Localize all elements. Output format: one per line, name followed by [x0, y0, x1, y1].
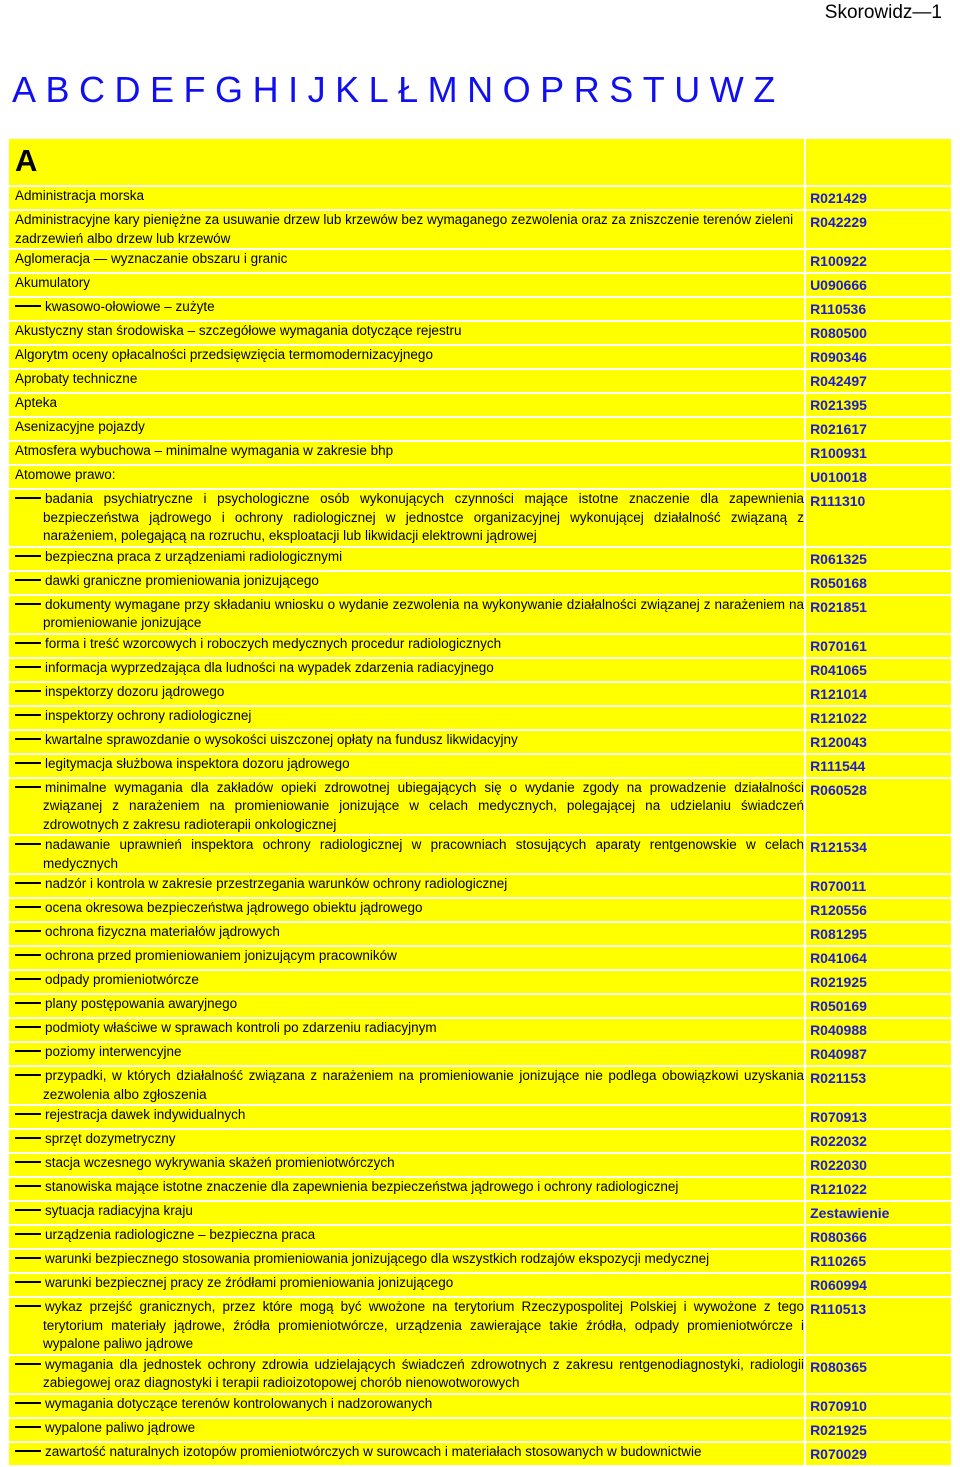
index-term-cell	[9, 971, 804, 993]
subentry-dash	[15, 1074, 41, 1076]
alphabet-letter-link[interactable]: R	[573, 69, 601, 110]
index-term-cell	[9, 211, 804, 248]
subentry-dash	[15, 762, 41, 764]
document-code-link[interactable]: R041064	[810, 950, 867, 966]
document-code-link[interactable]: R042497	[810, 373, 867, 389]
index-term: Apteka	[15, 395, 58, 410]
index-code-cell	[806, 1019, 951, 1041]
index-term-cell	[9, 1395, 804, 1417]
index-term-cell	[9, 683, 804, 705]
index-term-cell	[9, 1356, 804, 1393]
document-code-link[interactable]: R060528	[810, 781, 867, 798]
subentry-dash	[15, 579, 41, 581]
index-subterm: legitymacja służbowa inspektora dozoru jądrowego	[45, 755, 350, 771]
document-code-link[interactable]: R090346	[810, 349, 867, 365]
index-code-cell	[806, 731, 951, 753]
index-code-cell	[806, 418, 951, 440]
index-subterm: nadawanie uprawnień inspektora ochrony radiologicznej w pracowniach stosujących aparaty rentgenowskie w celach medycznych	[43, 837, 805, 871]
document-code-link[interactable]: R021429	[810, 190, 867, 206]
index-term-cell	[9, 755, 804, 777]
index-entry-row	[9, 1250, 951, 1272]
section-letter-code-cell	[806, 139, 951, 185]
document-code-link[interactable]: R040988	[810, 1022, 867, 1038]
index-entry-row	[9, 274, 951, 296]
document-code-link[interactable]: R110265	[810, 1253, 867, 1269]
index-term-cell	[9, 1202, 804, 1224]
document-code-link[interactable]: R121022	[810, 709, 867, 726]
index-subterm: nadzór i kontrola w zakresie przestrzegania warunków ochrony radiologicznej	[45, 876, 508, 891]
index-term-cell	[9, 548, 804, 570]
index-term: Administracyjne kary pieniężne za usuwanie drzew lub krzewów bez wymaganego zezwolenia oraz za zniszczenie terenów zieleni zadrzewień albo drzew lub krzewów	[15, 212, 794, 246]
index-entry-row	[9, 1298, 951, 1354]
document-code-link[interactable]: R021925	[810, 1421, 867, 1438]
document-code-link[interactable]: R110513	[810, 1301, 867, 1317]
index-subterm: przypadki, w których działalność związana z narażeniem na promieniowanie jonizujące nie podlega obowiązkowi uzyskania zezwolenia albo zgłoszenia	[43, 1068, 805, 1102]
index-code-cell	[806, 1106, 951, 1128]
document-code-link[interactable]: R042229	[810, 214, 867, 230]
index-entry-row	[9, 635, 951, 657]
index-code-cell	[806, 1395, 951, 1417]
subentry-dash	[15, 497, 41, 499]
index-code-cell	[806, 490, 951, 546]
index-code-cell	[806, 1274, 951, 1296]
alphabet-letter-link[interactable]: O	[502, 69, 532, 110]
index-code-cell	[806, 899, 951, 921]
alphabet-letter-link[interactable]: L	[368, 69, 390, 110]
index-code-cell	[806, 707, 951, 729]
alphabet-letter-link[interactable]: A	[12, 69, 37, 110]
document-code-link[interactable]: R100922	[810, 253, 867, 269]
index-code-cell	[806, 1130, 951, 1152]
index-code-cell	[806, 1419, 951, 1441]
alphabet-letter-link[interactable]: S	[609, 69, 634, 110]
index-entry-row	[9, 875, 951, 897]
index-subterm: stanowiska mające istotne znaczenie dla zapewnienia bezpieczeństwa jądrowego i ochrony radiologicznej	[45, 1179, 679, 1194]
subentry-dash	[15, 1113, 41, 1115]
index-term: Algorytm oceny opłacalności przedsięwzięcia termomodernizacyjnego	[15, 347, 433, 362]
subentry-dash	[15, 1426, 41, 1428]
subentry-dash	[15, 1026, 41, 1028]
index-entry-row	[9, 211, 951, 248]
subentry-dash	[15, 305, 41, 307]
index-subterm: minimalne wymagania dla zakładów opieki zdrowotnej ubiegających się o wydanie zgody na prowadzenie działalności związanej z narażeniem na promieniowanie jonizujące w celach medycznych, polegającej na udzielaniu świadczeń zdrowotnych z zakresu radioterapii onkologicznej	[43, 779, 805, 832]
index-term-cell	[9, 1106, 804, 1128]
document-code-link[interactable]: R021851	[810, 598, 867, 615]
index-subterm: poziomy interwencyjne	[45, 1044, 182, 1059]
index-code-cell	[806, 322, 951, 344]
document-code-link[interactable]: R021617	[810, 421, 867, 437]
index-code-cell	[806, 250, 951, 272]
alphabet-letter-link[interactable]: T	[642, 69, 666, 110]
index-entry-row	[9, 298, 951, 320]
section-letter: A	[15, 143, 38, 178]
index-code-cell	[806, 1226, 951, 1248]
index-subterm: sytuacja radiacyjna kraju	[45, 1203, 193, 1218]
index-entry-row	[9, 1106, 951, 1128]
document-code-link[interactable]: R120043	[810, 733, 867, 750]
subentry-dash	[15, 1185, 41, 1187]
alphabet-letter-link[interactable]: G	[215, 69, 244, 110]
index-term-cell	[9, 394, 804, 416]
index-term-cell	[9, 1443, 804, 1465]
index-code-cell	[806, 466, 951, 488]
index-entry-row	[9, 346, 951, 368]
subentry-dash	[15, 906, 41, 908]
subentry-dash	[15, 1161, 41, 1163]
index-code-cell	[806, 1178, 951, 1200]
index-code-cell	[806, 923, 951, 945]
index-entry-row	[9, 923, 951, 945]
subentry-dash	[15, 882, 41, 884]
alphabet-letter-link[interactable]: K	[335, 69, 360, 110]
index-code-cell	[806, 875, 951, 897]
index-term-cell	[9, 274, 804, 296]
index-entry-row	[9, 1178, 951, 1200]
index-code-cell	[806, 346, 951, 368]
index-code-cell	[806, 836, 951, 873]
index-term-cell	[9, 187, 804, 209]
index-subterm: dawki graniczne promieniowania jonizującego	[45, 572, 319, 588]
index-code-cell	[806, 596, 951, 633]
index-code-cell	[806, 683, 951, 705]
index-entry-row	[9, 466, 951, 488]
index-code-cell	[806, 211, 951, 248]
index-entry-row	[9, 1356, 951, 1393]
index-subterm: warunki bezpiecznego stosowania promieniowania jonizującego dla wszystkich rodzajów ekspozycji medycznej	[45, 1251, 710, 1266]
subentry-dash	[15, 1233, 41, 1235]
document-code-link[interactable]: R021925	[810, 974, 867, 990]
index-entry-row	[9, 899, 951, 921]
subentry-dash	[15, 1450, 41, 1452]
index-subterm: ochrona fizyczna materiałów jądrowych	[45, 924, 280, 939]
index-code-cell	[806, 548, 951, 570]
index-subterm: wykaz przejść granicznych, przez które mogą być wwożone na terytorium Rzeczypospolitej Polskiej i wywożone z tego terytorium materiały jądrowe, źródła promieniotwórcze, urządzenia zawierające takie źródła, odpady promieniotwórcze i wypalone paliwo jądrowe	[43, 1299, 805, 1351]
index-term-cell	[9, 899, 804, 921]
index-entry-row	[9, 683, 951, 705]
index-entry-row	[9, 394, 951, 416]
index-entry-row	[9, 322, 951, 344]
index-subterm: stacja wczesnego wykrywania skażeń promieniotwórczych	[45, 1155, 395, 1170]
index-subterm: inspektorzy dozoru jądrowego	[45, 683, 225, 699]
index-term: Administracja morska	[15, 188, 145, 203]
alphabet-letter-link[interactable]: U	[674, 69, 701, 110]
index-term-cell	[9, 1019, 804, 1041]
index-entry-row	[9, 442, 951, 464]
document-code-link[interactable]: R021395	[810, 397, 867, 413]
index-entry-row	[9, 707, 951, 729]
document-code-link[interactable]: R061325	[810, 550, 867, 567]
index-subterm: kwartalne sprawozdanie o wysokości uiszczonej opłaty na fundusz likwidacyjny	[45, 731, 518, 747]
index-term-cell	[9, 572, 804, 594]
index-term-cell	[9, 418, 804, 440]
document-code-link[interactable]: R070913	[810, 1109, 867, 1125]
index-term-cell	[9, 1130, 804, 1152]
index-term: Aprobaty techniczne	[15, 371, 138, 386]
subentry-dash	[15, 843, 41, 845]
index-code-cell	[806, 755, 951, 777]
index-subterm: forma i treść wzorcowych i roboczych medycznych procedur radiologicznych	[45, 635, 502, 651]
document-code-link[interactable]: R080366	[810, 1229, 867, 1245]
index-entry-row	[9, 1419, 951, 1441]
index-entry-row	[9, 490, 951, 546]
index-entry-row	[9, 572, 951, 594]
index-term: Akustyczny stan środowiska – szczegółowe wymagania dotyczące rejestru	[15, 323, 462, 338]
index-term-cell	[9, 1250, 804, 1272]
index-term-cell	[9, 298, 804, 320]
document-code-link[interactable]: R022030	[810, 1157, 867, 1173]
index-term-cell	[9, 1067, 804, 1104]
subentry-dash	[15, 954, 41, 956]
index-code-cell	[806, 572, 951, 594]
alphabet-letter-link[interactable]: M	[427, 69, 459, 110]
alphabet-letter-link[interactable]: N	[467, 69, 494, 110]
index-code-cell	[806, 971, 951, 993]
index-subterm: podmioty właściwe w sprawach kontroli po zdarzeniu radiacyjnym	[45, 1020, 437, 1035]
index-code-cell	[806, 1250, 951, 1272]
index-entry-row	[9, 995, 951, 1017]
index-entry-row	[9, 1202, 951, 1224]
index-subterm: dokumenty wymagane przy składaniu wniosku o wydanie zezwolenia na wykonywanie działalności związanej z narażeniem na promieniowanie jonizujące	[43, 596, 805, 630]
index-code-cell	[806, 394, 951, 416]
index-term-cell	[9, 947, 804, 969]
alphabet-letter-link[interactable]: E	[150, 69, 175, 110]
subentry-dash	[15, 1363, 41, 1365]
index-code-cell	[806, 635, 951, 657]
index-entry-row	[9, 370, 951, 392]
subentry-dash	[15, 1281, 41, 1283]
index-code-cell	[806, 274, 951, 296]
document-code-link[interactable]: R070029	[810, 1445, 867, 1462]
index-term: Aglomeracja — wyznaczanie obszaru i granic	[15, 251, 288, 266]
index-code-cell	[806, 1443, 951, 1465]
document-code-link[interactable]: Zestawienie	[810, 1205, 890, 1221]
index-term: Atmosfera wybuchowa – minimalne wymagania w zakresie bhp	[15, 443, 394, 458]
subentry-dash	[15, 1050, 41, 1052]
index-term: Asenizacyjne pojazdy	[15, 419, 145, 434]
index-term-cell	[9, 1419, 804, 1441]
subentry-dash	[15, 714, 41, 716]
index-code-cell	[806, 995, 951, 1017]
document-code-link[interactable]: R022032	[810, 1133, 867, 1149]
index-subterm: inspektorzy ochrony radiologicznej	[45, 707, 252, 723]
document-code-link[interactable]: R111310	[810, 493, 866, 509]
page-header: Skorowidz—1	[824, 2, 942, 23]
document-code-link[interactable]: R060994	[810, 1277, 867, 1293]
subentry-dash	[15, 1305, 41, 1307]
document-code-link[interactable]: R021153	[810, 1070, 867, 1086]
index-term-cell	[9, 731, 804, 753]
index-subterm: kwasowo-ołowiowe – zużyte	[45, 299, 215, 314]
index-term-cell	[9, 1298, 804, 1354]
index-entry-row	[9, 836, 951, 873]
index-term-cell	[9, 1178, 804, 1200]
index-term-cell	[9, 596, 804, 633]
alphabet-letter-link[interactable]: W	[709, 69, 745, 110]
index-entry-row	[9, 1274, 951, 1296]
index-term-cell	[9, 1274, 804, 1296]
section-letter-cell	[9, 139, 804, 185]
index-term-cell	[9, 490, 804, 546]
index-subterm: ocena okresowa bezpieczeństwa jądrowego obiektu jądrowego	[45, 900, 423, 915]
index-code-cell	[806, 370, 951, 392]
index-entry-row	[9, 1443, 951, 1465]
index-term-cell	[9, 995, 804, 1017]
index-term-cell	[9, 250, 804, 272]
index-entry-row	[9, 1395, 951, 1417]
index-subterm: badania psychiatryczne i psychologiczne osób wykonujących czynności mające istotne znaczenie dla zapewnienia bezpieczeństwa jądrowego i ochrony radiologicznej w jednostce organizacyjnej wykonującej działalność związaną z narażeniem, polegającą na rozruchu, eksploatacji lub likwidacji elektrowni jądrowej	[43, 491, 805, 543]
subentry-dash	[15, 786, 41, 788]
document-code-link[interactable]: R081295	[810, 926, 867, 942]
index-code-cell	[806, 947, 951, 969]
alphabet-letter-link[interactable]: D	[114, 69, 142, 110]
document-code-link[interactable]: R040987	[810, 1046, 867, 1062]
index-entry-row	[9, 1226, 951, 1248]
alphabet-navigation	[12, 68, 952, 112]
index-term-cell	[9, 466, 804, 488]
alphabet-letter-link[interactable]: J	[307, 69, 327, 110]
index-subterm: warunki bezpiecznej pracy ze źródłami promieniowania jonizującego	[45, 1275, 454, 1290]
document-code-link[interactable]: U010018	[810, 469, 867, 485]
index-code-cell	[806, 779, 951, 835]
subentry-dash	[15, 738, 41, 740]
index-code-cell	[806, 1154, 951, 1176]
index-subterm: urządzenia radiologiczne – bezpieczna praca	[45, 1227, 316, 1242]
index-subterm: wymagania dla jednostek ochrony zdrowia udzielających świadczeń zdrowotnych z zakresu rentgenodiagnostyki, radiologii zabiegowej oraz diagnostyki i terapii radioizotopowej chorób nienowotworowych	[43, 1356, 805, 1390]
index-subterm: rejestracja dawek indywidualnych	[45, 1107, 246, 1122]
document-code-link[interactable]: R080500	[810, 325, 867, 341]
index-term-cell	[9, 923, 804, 945]
alphabet-letter-link[interactable]: B	[45, 69, 71, 110]
index-term: Atomowe prawo:	[15, 467, 116, 482]
index-entry-row	[9, 947, 951, 969]
index-term-cell	[9, 707, 804, 729]
index-code-cell	[806, 187, 951, 209]
index-subterm: bezpieczna praca z urządzeniami radiologicznymi	[45, 548, 343, 564]
subentry-dash	[15, 603, 41, 605]
subentry-dash	[15, 1209, 41, 1211]
index-subterm: wypalone paliwo jądrowe	[45, 1419, 196, 1435]
document-code-link[interactable]: R050169	[810, 998, 867, 1014]
index-code-cell	[806, 298, 951, 320]
index-term-cell	[9, 659, 804, 681]
index-entry-row	[9, 548, 951, 570]
index-term-cell	[9, 370, 804, 392]
alphabet-letter-link[interactable]: Ł	[398, 69, 419, 110]
index-term-cell	[9, 1154, 804, 1176]
index-term-cell	[9, 875, 804, 897]
index-term-cell	[9, 1226, 804, 1248]
alphabet-letter-link[interactable]: C	[79, 69, 106, 110]
index-entry-row	[9, 1019, 951, 1041]
index-entry-row	[9, 1130, 951, 1152]
index-code-cell	[806, 1298, 951, 1354]
index-code-cell	[806, 659, 951, 681]
index-subterm: ochrona przed promieniowaniem jonizującym pracowników	[45, 948, 397, 963]
index-term-cell	[9, 635, 804, 657]
document-code-link[interactable]: R100931	[810, 445, 867, 461]
subentry-dash	[15, 1002, 41, 1004]
index-table	[7, 137, 953, 1467]
document-code-link[interactable]: R050168	[810, 574, 867, 591]
index-subterm: informacja wyprzedzająca dla ludności na wypadek zdarzenia radiacyjnego	[45, 659, 494, 675]
index-entry-row	[9, 250, 951, 272]
document-code-link[interactable]: R110536	[810, 301, 867, 317]
subentry-dash	[15, 666, 41, 668]
index-term: Akumulatory	[15, 275, 91, 290]
document-code-link[interactable]: R121022	[810, 1181, 867, 1197]
subentry-dash	[15, 978, 41, 980]
index-code-cell	[806, 1202, 951, 1224]
index-code-cell	[806, 1067, 951, 1104]
document-code-link[interactable]: R111544	[810, 757, 866, 774]
alphabet-letter-link[interactable]: F	[183, 69, 207, 110]
subentry-dash	[15, 1402, 41, 1404]
index-subterm: sprzęt dozymetryczny	[45, 1131, 176, 1146]
index-entry-row	[9, 755, 951, 777]
index-entry-row	[9, 779, 951, 835]
document-code-link[interactable]: R041065	[810, 661, 867, 678]
subentry-dash	[15, 642, 41, 644]
index-term-cell	[9, 322, 804, 344]
index-code-cell	[806, 1043, 951, 1065]
index-code-cell	[806, 1356, 951, 1393]
index-entry-row	[9, 659, 951, 681]
index-entry-row	[9, 971, 951, 993]
index-entry-row	[9, 187, 951, 209]
document-code-link[interactable]: R070910	[810, 1397, 867, 1414]
index-term-cell	[9, 1043, 804, 1065]
document-code-link[interactable]: R120556	[810, 902, 867, 918]
index-term-cell	[9, 346, 804, 368]
index-subterm: zawartość naturalnych izotopów promieniotwórczych w surowcach i materiałach stosowanych w budownictwie	[45, 1443, 702, 1459]
index-entry-row	[9, 1043, 951, 1065]
index-entry-row	[9, 418, 951, 440]
index-entry-row	[9, 731, 951, 753]
index-entry-row	[9, 596, 951, 633]
subentry-dash	[15, 690, 41, 692]
index-subterm: wymagania dotyczące terenów kontrolowanych i nadzorowanych	[45, 1395, 433, 1411]
document-code-link[interactable]: R070161	[810, 637, 867, 654]
document-code-link[interactable]: R121534	[810, 839, 867, 855]
index-subterm: odpady promieniotwórcze	[45, 972, 199, 987]
subentry-dash	[15, 1257, 41, 1259]
index-subterm: plany postępowania awaryjnego	[45, 996, 238, 1011]
subentry-dash	[15, 555, 41, 557]
index-term-cell	[9, 836, 804, 873]
subentry-dash	[15, 1137, 41, 1139]
subentry-dash	[15, 930, 41, 932]
document-code-link[interactable]: R080365	[810, 1358, 867, 1375]
alphabet-letter-link[interactable]: P	[540, 69, 565, 110]
index-entry-row	[9, 1154, 951, 1176]
alphabet-letter-link[interactable]: Z	[753, 69, 776, 110]
index-entry-row	[9, 1067, 951, 1104]
document-code-link[interactable]: R070011	[810, 878, 867, 894]
index-code-cell	[806, 442, 951, 464]
index-term-cell	[9, 779, 804, 835]
section-letter-row	[9, 139, 951, 185]
index-term-cell	[9, 442, 804, 464]
document-code-link[interactable]: U090666	[810, 277, 867, 293]
alphabet-letter-link[interactable]: H	[252, 69, 280, 110]
document-code-link[interactable]: R121014	[810, 685, 867, 702]
alphabet-letter-link[interactable]: I	[288, 69, 299, 110]
